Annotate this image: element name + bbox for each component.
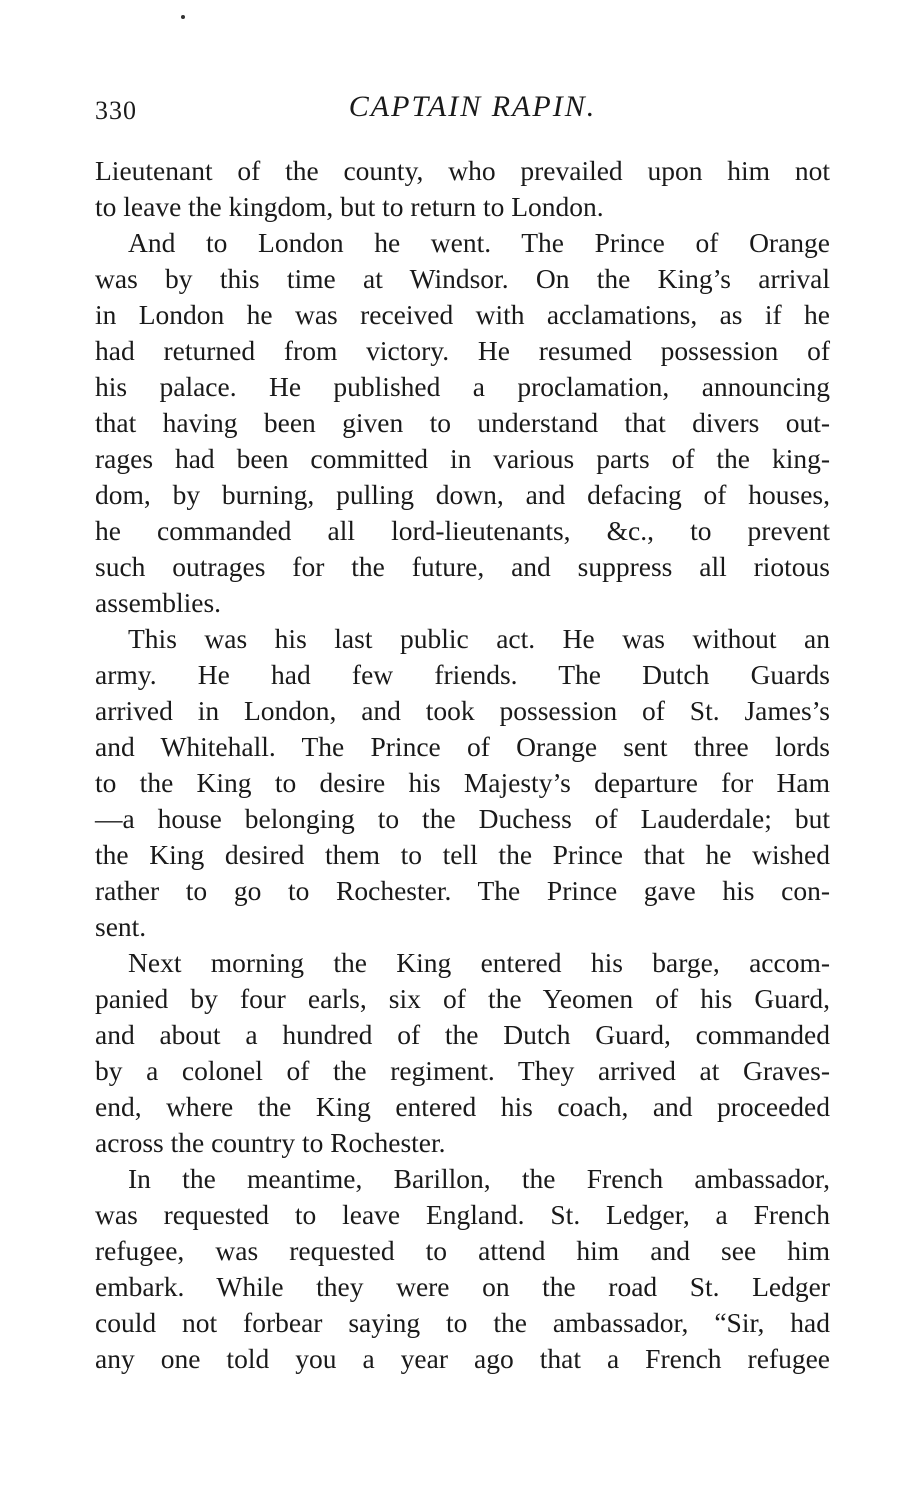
running-head: [95, 90, 830, 130]
text-line: And to London he went. The Prince of Orange: [128, 227, 830, 258]
text-line: his palace. He published a proclamation, announcing: [95, 371, 830, 402]
text-line: by a colonel of the regiment. They arrived at Graves-: [95, 1055, 830, 1086]
text-line: dom, by burning, pulling down, and defacing of houses,: [95, 479, 830, 510]
text-line: arrived in London, and took possession of St. James’s: [95, 695, 830, 726]
running-title: CAPTAIN RAPIN.: [348, 90, 597, 123]
text-line: In the meantime, Barillon, the French ambassador,: [128, 1163, 830, 1194]
text-line: any one told you a year ago that a French refugee: [95, 1343, 830, 1374]
text-line: army. He had few friends. The Dutch Guards: [95, 659, 830, 690]
text-line: assemblies.: [95, 587, 222, 618]
text-line: such outrages for the future, and suppress all riotous: [95, 551, 830, 582]
text-line: This was his last public act. He was without an: [128, 623, 830, 654]
text-line: had returned from victory. He resumed possession of: [95, 335, 830, 366]
text-line: —a house belonging to the Duchess of Lauderdale; but: [95, 803, 830, 834]
text-line: the King desired them to tell the Prince that he wished: [95, 839, 830, 870]
text-line: that having been given to understand that divers out-: [95, 407, 830, 438]
text-line: to the King to desire his Majesty’s departure for Ham: [95, 767, 830, 798]
text-line: Lieutenant of the county, who prevailed upon him not: [95, 155, 830, 186]
text-line: Next morning the King entered his barge, accom-: [128, 947, 830, 978]
text-line: to leave the kingdom, but to return to London.: [95, 191, 604, 222]
text-line: was by this time at Windsor. On the King’s arrival: [95, 263, 830, 294]
text-line: rather to go to Rochester. The Prince gave his con-: [95, 875, 830, 906]
text-line: embark. While they were on the road St. Ledger: [95, 1271, 830, 1302]
body-text: [95, 153, 830, 1377]
text-line: refugee, was requested to attend him and see him: [95, 1235, 830, 1266]
text-line: end, where the King entered his coach, and proceeded: [95, 1091, 830, 1122]
print-speck: [181, 15, 185, 19]
text-line: was requested to leave England. St. Ledger, a French: [95, 1199, 830, 1230]
text-line: in London he was received with acclamations, as if he: [95, 299, 830, 330]
page-number: 330: [95, 96, 137, 125]
text-line: panied by four earls, six of the Yeomen of his Guard,: [95, 983, 830, 1014]
text-line: sent.: [95, 911, 147, 942]
text-line: rages had been committed in various parts of the king-: [95, 443, 830, 474]
text-line: and Whitehall. The Prince of Orange sent three lords: [95, 731, 830, 762]
text-line: could not forbear saying to the ambassador, “Sir, had: [95, 1307, 830, 1338]
text-line: and about a hundred of the Dutch Guard, commanded: [95, 1019, 830, 1050]
text-line: across the country to Rochester.: [95, 1127, 446, 1158]
text-line: he commanded all lord-lieutenants, &c., to prevent: [95, 515, 830, 546]
